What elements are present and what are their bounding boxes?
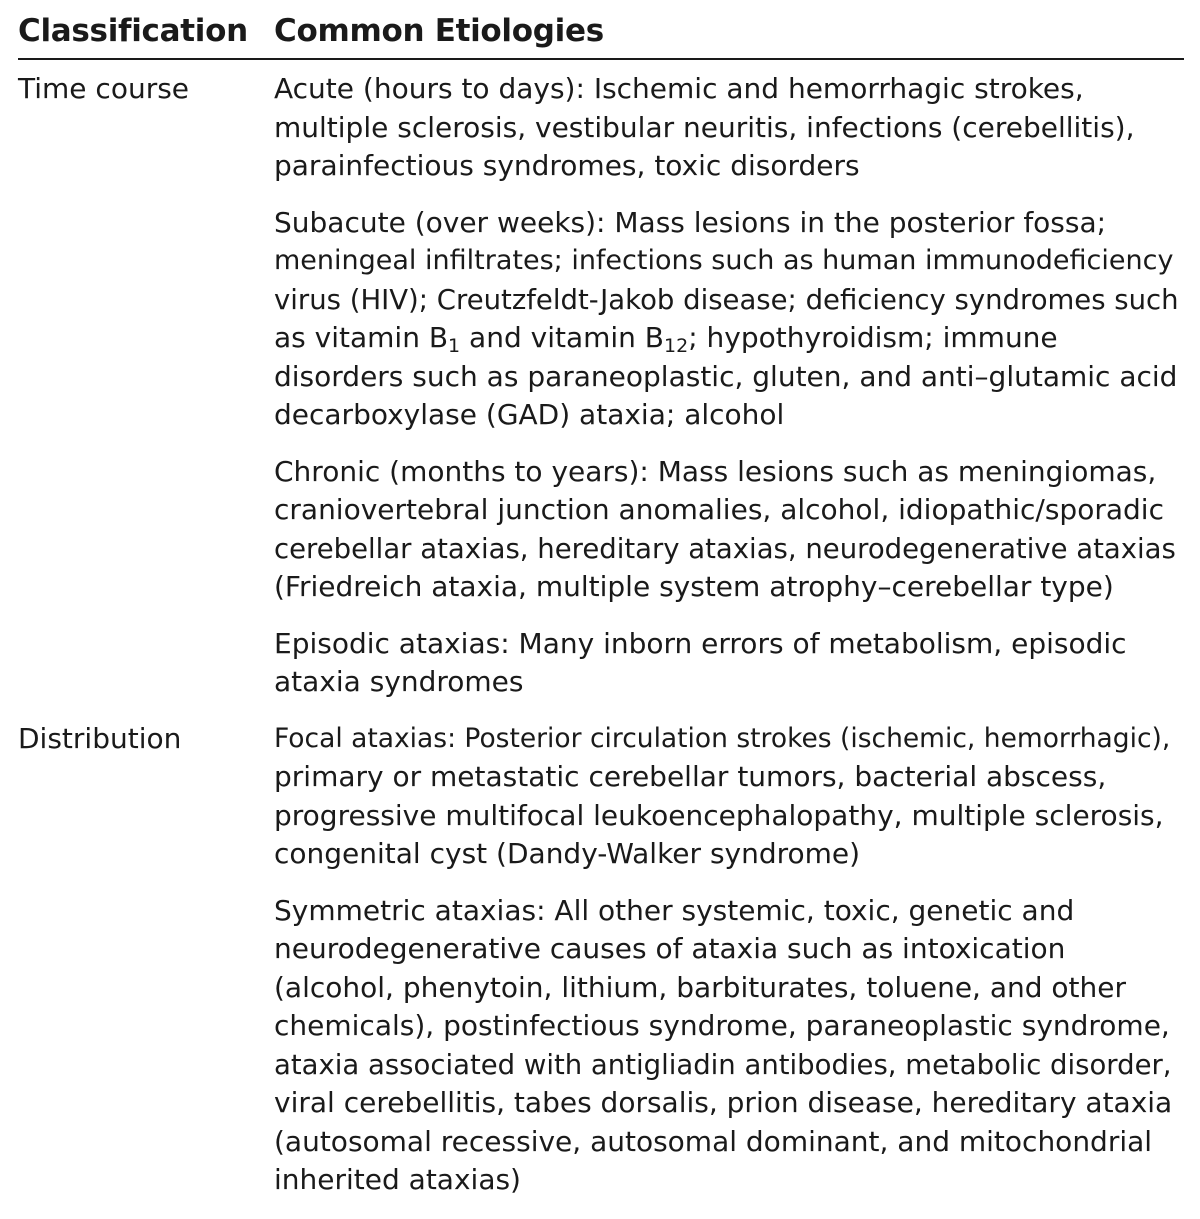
table-header <box>18 0 1184 60</box>
entry-line: progressive multifocal leukoencephalopathy, multiple sclerosis, <box>274 798 1164 832</box>
table-row-time-course <box>18 60 1184 702</box>
entry-line: virus (HIV); Creutzfeldt-Jakob disease; deficiency syndromes such <box>274 283 1179 316</box>
entry-line: primary or metastatic cerebellar tumors, bacterial abscess, <box>274 760 1107 793</box>
entry-line: Episodic ataxias: Many inborn errors of metabolism, episodic <box>274 626 1127 660</box>
entry-line: congenital cyst (Dandy-Walker syndrome) <box>274 837 861 870</box>
etiology-entry-episodic <box>274 625 1184 702</box>
entry-line: craniovertebral junction anomalies, alcohol, idiopathic/sporadic <box>274 493 1164 526</box>
entry-line: decarboxylase (GAD) ataxia; alcohol <box>274 398 785 431</box>
subscript-1: 1 <box>448 335 461 357</box>
entry-line: meningeal infiltrates; infections such as human immunodeficiency <box>274 245 1174 276</box>
etiology-entry-acute <box>274 70 1184 186</box>
etiology-entry-focal <box>274 720 1184 874</box>
classification-cell: Time course <box>18 72 190 105</box>
entry-line: (Friedreich ataxia, multiple system atrophy–cerebellar type) <box>274 570 1114 603</box>
entry-line: (alcohol, phenytoin, lithium, barbiturates, toluene, and other <box>274 970 1127 1004</box>
entry-line: viral cerebellitis, tabes dorsalis, prion disease, hereditary ataxia <box>274 1086 1173 1119</box>
etiology-table <box>18 0 1184 1200</box>
entry-line: chemicals), postinfectious syndrome, paraneoplastic syndrome, <box>274 1009 1170 1042</box>
entry-line: inherited ataxias) <box>274 1163 521 1196</box>
entry-line: ataxia syndromes <box>274 665 524 698</box>
entry-line: Subacute (over weeks): Mass lesions in the posterior fossa; <box>274 205 1107 239</box>
entry-line: Acute (hours to days): Ischemic and hemorrhagic strokes, <box>274 72 1084 105</box>
entry-line: (autosomal recessive, autosomal dominant, and mitochondrial <box>274 1124 1153 1158</box>
entry-line: Symmetric ataxias: All other systemic, toxic, genetic and <box>274 893 1075 927</box>
entry-line: ataxia associated with antigliadin antibodies, metabolic disorder, <box>274 1048 1172 1081</box>
etiology-entry-symmetric <box>274 892 1184 1200</box>
entry-line: disorders such as paraneoplastic, gluten, and anti–glutamic acid <box>274 359 1178 393</box>
vitamin-text-pre: as vitamin B <box>274 321 449 354</box>
entry-line: multiple sclerosis, vestibular neuritis, infections (cerebellitis), <box>274 110 1135 144</box>
vitamin-text-post: ; hypothyroidism; immune <box>688 321 1058 354</box>
etiologies-cell <box>274 720 1184 1200</box>
entry-line: Chronic (months to years): Mass lesions such as meningiomas, <box>274 454 1157 488</box>
etiologies-cell <box>274 70 1184 702</box>
entry-line: cerebellar ataxias, hereditary ataxias, neurodegenerative ataxias <box>274 532 1176 565</box>
entry-line: parainfectious syndromes, toxic disorders <box>274 149 860 182</box>
header-etiologies: Common Etiologies <box>274 13 604 49</box>
classification-cell: Distribution <box>18 721 182 755</box>
header-classification: Classification <box>18 13 248 49</box>
vitamin-text-mid: and vitamin B <box>460 321 665 354</box>
table-row-distribution <box>18 702 1184 1200</box>
etiology-entry-subacute <box>274 204 1184 435</box>
subscript-12: 12 <box>664 335 689 357</box>
entry-line-vitamins <box>274 319 1184 358</box>
entry-line: Focal ataxias: Posterior circulation strokes (ischemic, hemorrhagic), <box>274 722 1171 754</box>
etiology-entry-chronic <box>274 453 1184 607</box>
entry-line: neurodegenerative causes of ataxia such as intoxication <box>274 932 1066 965</box>
